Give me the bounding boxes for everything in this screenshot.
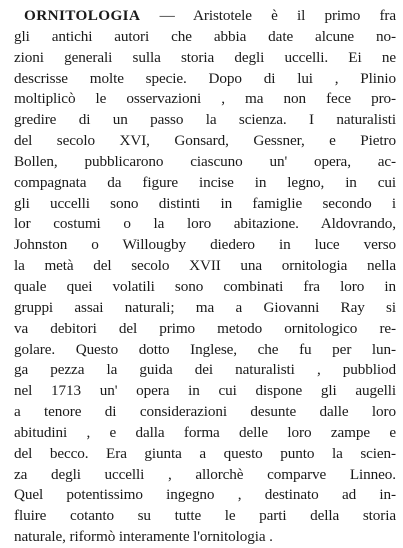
entry-heading: ORNITOLOGIA xyxy=(24,7,141,24)
text-line: Quel potentissimo ingegno , destinato ad in- xyxy=(14,486,396,504)
article-text xyxy=(14,6,396,548)
text-line: zioni generali sulla storia degli uccelli. Ei ne xyxy=(14,48,396,66)
text-line: gli uccelli sono distinti in famiglie secondo i xyxy=(14,194,396,212)
text-line: Johnston o Willougby diedero in luce verso xyxy=(14,236,396,254)
text-line: gli antichi autori che abbia date alcune no- xyxy=(14,27,396,45)
text-line: moltiplicò le osservazioni , ma non fece pro- xyxy=(14,90,396,108)
text-line: quale quei volatili sono combinati fra loro in xyxy=(14,277,396,295)
text-line: la metà del secolo XVII una ornitologia nella xyxy=(14,257,396,275)
text-line-content: — Aristotele è il primo fra xyxy=(159,7,396,24)
text-line: a tenore di considerazioni desunte dalle loro xyxy=(14,403,396,421)
text-line: nel 1713 un' opera in cui dispone gli augelli xyxy=(14,382,396,400)
text-line: fluire cotanto su tutte le parti della storia xyxy=(14,507,396,525)
text-line: va debitori del primo metodo ornitologico re- xyxy=(14,319,396,337)
text-line: descrisse molte specie. Dopo di lui , Plinio xyxy=(14,69,396,87)
text-line: golare. Questo dotto Inglese, che fu per lun- xyxy=(14,340,396,358)
text-line: ga pezza la guida dei naturalisti , pubbliod xyxy=(14,361,396,379)
text-line: abitudini , e dalla forma delle loro zampe e xyxy=(14,423,396,441)
text-line: compagnata da figure incise in legno, in cui xyxy=(14,173,396,191)
text-line: del becco. Era giunta a questo punto la scien- xyxy=(14,444,396,462)
text-line: za degli uccelli , allorchè comparve Linneo. xyxy=(14,465,396,483)
text-line: gruppi assai naturali; ma a Giovanni Ray si xyxy=(14,298,396,316)
text-line: naturale, riformò interamente l'ornitologia . xyxy=(14,528,273,546)
text-line: Bollen, pubblicarono ciascuno un' opera, ac- xyxy=(14,152,396,170)
text-line: lor costumi o la loro abitazione. Aldovrando, xyxy=(14,215,396,233)
text-line xyxy=(14,6,396,27)
text-line: del secolo XVI, Gonsard, Gessner, e Pietro xyxy=(14,132,396,150)
text-line: gredire di un passo la scienza. I naturalisti xyxy=(14,111,396,129)
